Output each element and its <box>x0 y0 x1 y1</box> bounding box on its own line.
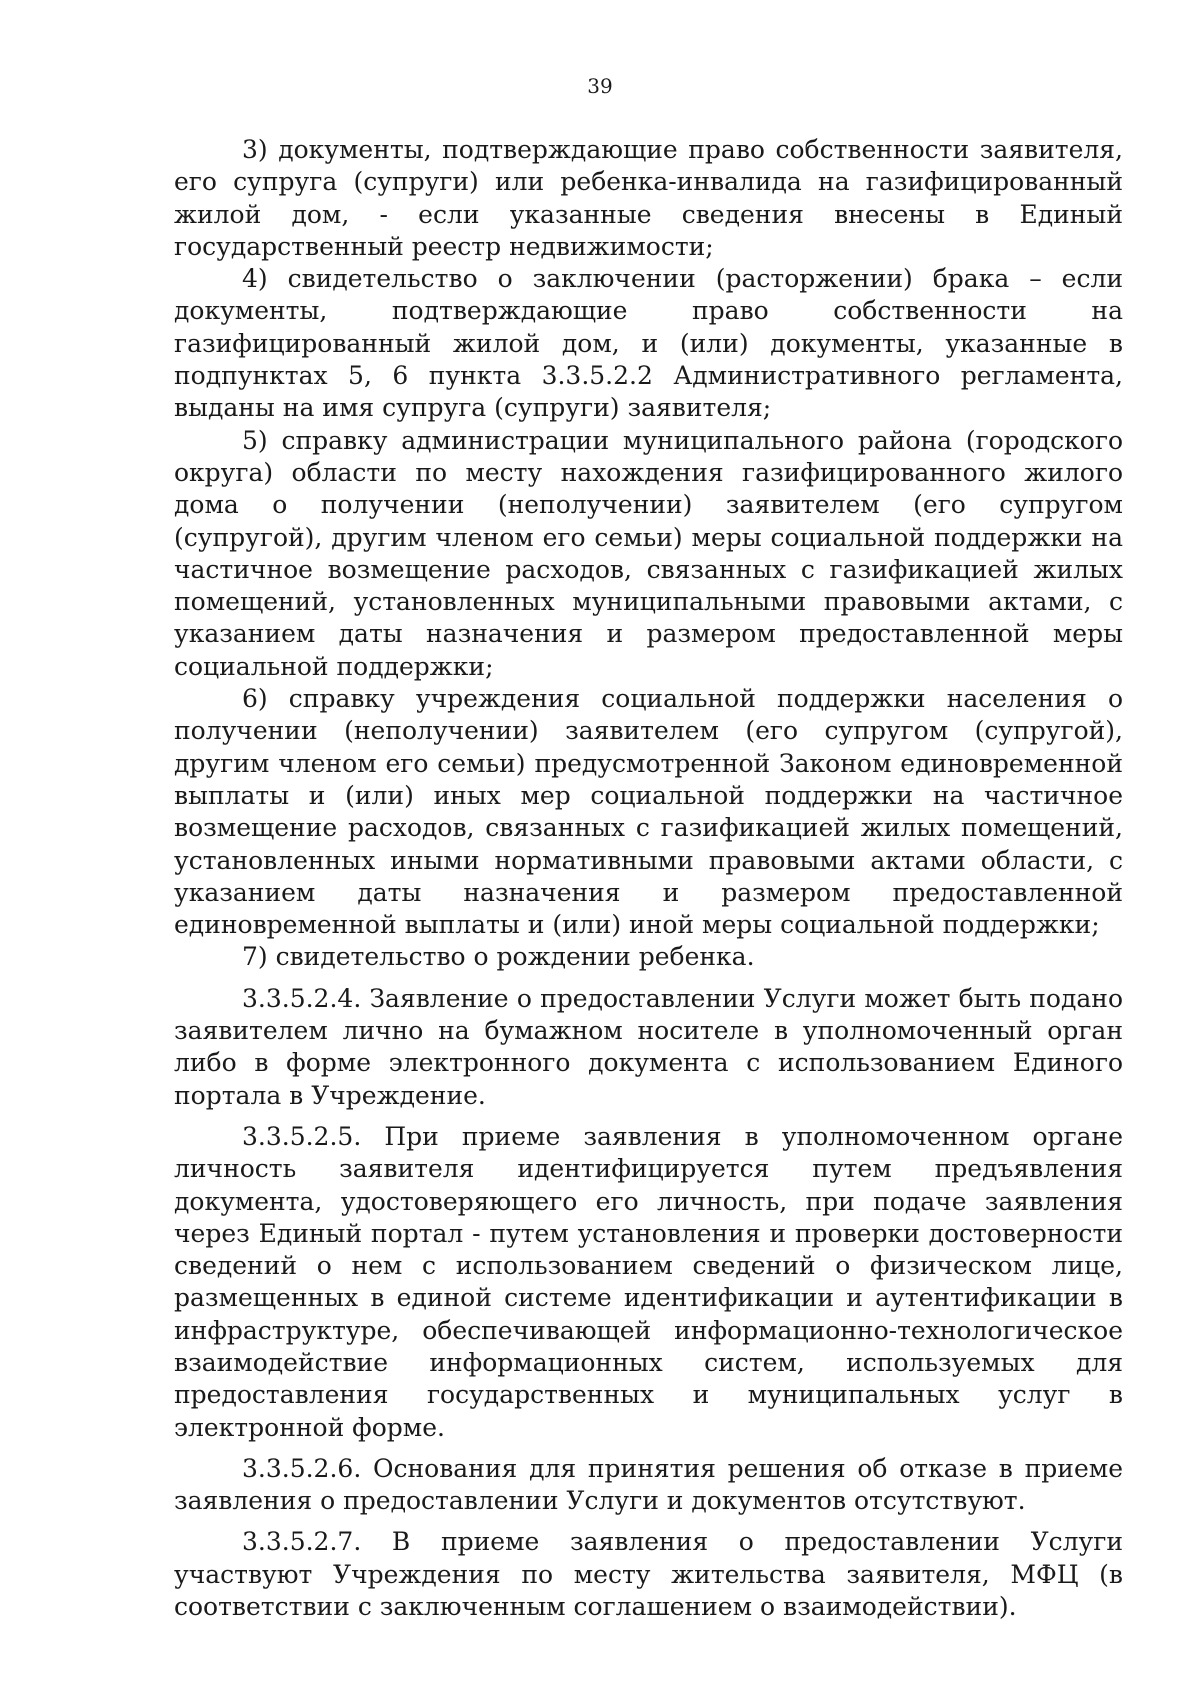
list-item-7: 7) свидетельство о рождении ребенка. <box>242 942 755 972</box>
list-item-6: 6) справку учреждения социальной поддержки населения о получении (неполучении) заявителем (его супругом (супругой), другим членом его семьи) предусмотренной Законом единовременной выплаты и (или) иных мер социальной поддержки на частичное возмещение расходов, связанных с газификацией жилых помещений, установленных иными нормативными правовыми актами области, с указанием даты назначения и размером предоставленной единовременной выплаты и (или) иной меры социальной поддержки; <box>174 684 1123 940</box>
clause-3-3-5-2-6: 3.3.5.2.6. Основания для принятия решения об отказе в приеме заявления о предоставлении Услуги и документов отсутствуют. <box>174 1453 1123 1516</box>
document-body <box>174 134 1123 1623</box>
list-item-3: 3) документы, подтверждающие право собственности заявителя, его супруга (супруги) или ребенка-инвалида на газифицированный жилой дом, - если указанные сведения внесены в Единый государственный реестр недвижимости; <box>174 135 1123 261</box>
page-number: 39 <box>587 74 613 98</box>
clause-3-3-5-2-5: 3.3.5.2.5. При приеме заявления в уполномоченном органе личность заявителя идентифицируется путем предъявления документа, удостоверяющего его личность, при подаче заявления через Единый портал - путем установления и проверки достоверности сведений о нем с использованием сведений о физическом лице, размещенных в единой системе идентификации и аутентификации в инфраструктуре, обеспечивающей информационно-технологическое взаимодействие информационных систем, используемых для предоставления государственных и муниципальных услуг в электронной форме. <box>174 1121 1123 1442</box>
clause-3-3-5-2-7: 3.3.5.2.7. В приеме заявления о предоставлении Услуги участвуют Учреждения по месту жительства заявителя, МФЦ (в соответствии с заключенным соглашением о взаимодействии). <box>174 1527 1123 1622</box>
list-item-4: 4) свидетельство о заключении (расторжении) брака – если документы, подтверждающие право собственности на газифицированный жилой дом, и (или) документы, указанные в подпунктах 5, 6 пункта 3.3.5.2.2 Административного регламента, выданы на имя супруга (супруги) заявителя; <box>174 264 1123 423</box>
clause-3-3-5-2-4: 3.3.5.2.4. Заявление о предоставлении Услуги может быть подано заявителем лично на бумажном носителе в уполномоченный орган либо в форме электронного документа с использованием Единого портала в Учреждение. <box>174 983 1123 1110</box>
list-item-5: 5) справку администрации муниципального района (городского округа) области по месту нахождения газифицированного жилого дома о получении (неполучении) заявителем (его супругом (супругой), другим членом его семьи) меры социальной поддержки на частичное возмещение расходов, связанных с газификацией жилых помещений, установленных муниципальными правовыми актами, с указанием даты назначения и размером предоставленной меры социальной поддержки; <box>174 425 1123 681</box>
